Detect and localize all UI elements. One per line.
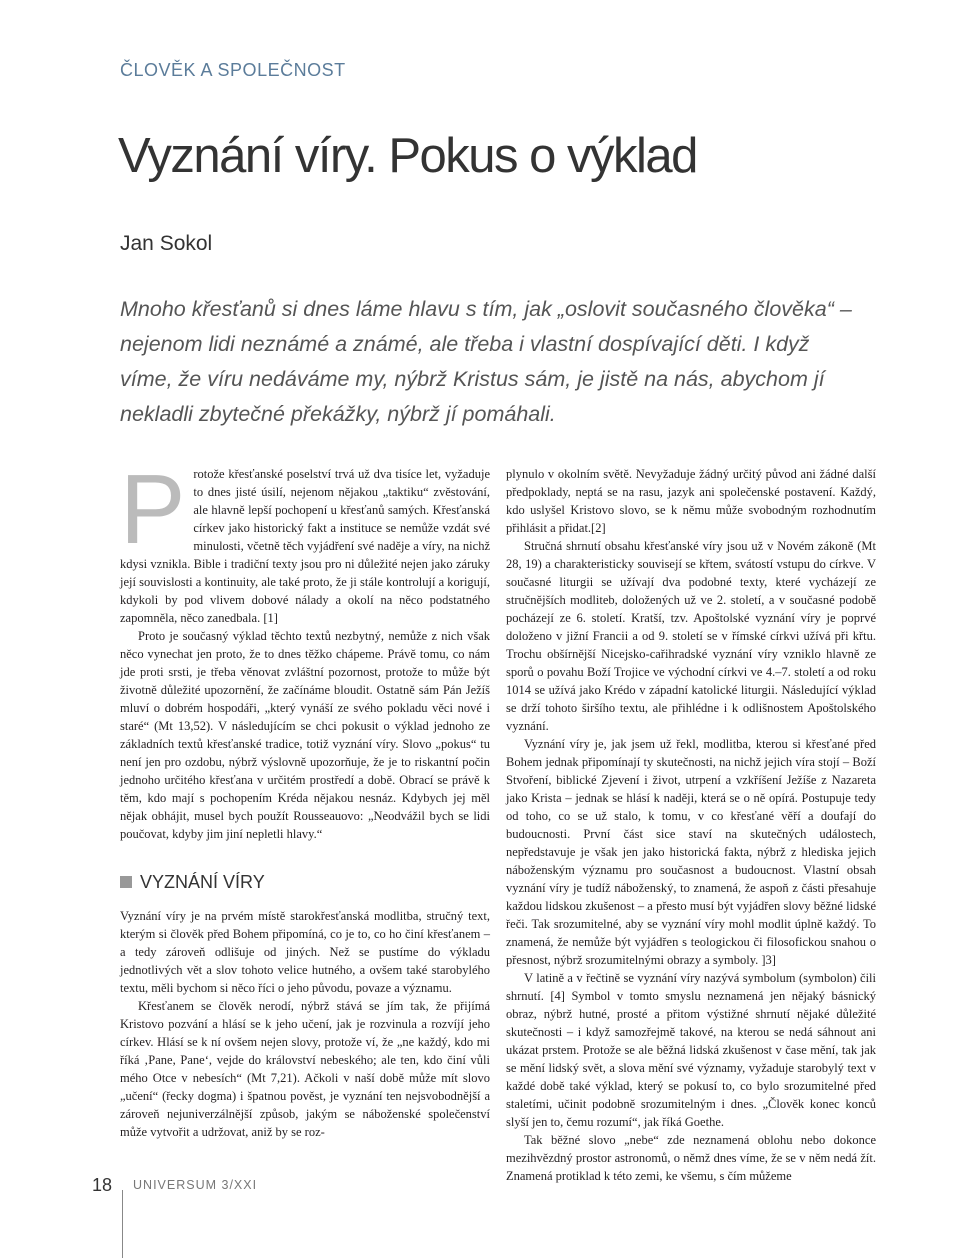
left-column: [120, 454, 490, 1141]
article-author: Jan Sokol: [120, 232, 213, 255]
paragraph: V latině a v řečtině se vyznání víry nazývá symbolum (symbolon) čili shrnutí. [4] Symbol v tomto smyslu neznamená jen nějaký básnický obraz, nýbrž hutné, prosté a přitom výstižné shrnutí nějaké důležité skutečnosti – i když samozřejmě takové, na kterou se nedá sáhnout ani ukázat prstem. Protože se ale běžná lidská zkušenost v čase mění, tak jak se mění lidský svět, a slova mění své významy, vyžaduje starobylý text v každé době také výklad, který se pokusí to, co bylo srozumitelné před staletími, učinit podobně srozumitelným i dnes. „Člověk konec konců slyší jen to, čemu rozumí“, jak říká Goethe.: [506, 971, 876, 1129]
paragraph: Proto je současný výklad těchto textů nezbytný, nemůže z nich však něco vynechat jen proto, že to dnes těžko chápeme. Právě tomu, co nám jde proti srsti, je třeba věnovat zvláštní pozornost, protože to může být životně důležité upozornění, že začínáme bloudit. Ostatně sám Pán Ježíš mluví o dobrém hospodáři, „který vynáší ze svého pokladu věci nové i staré“ (Mt 13,52). V následujícím se chci pokusit o výklad jednoho ze základních textů křesťanské tradice, totiž vyznání víry. Slovo „pokus“ tu není jen pro ozdobu, nýbrž výslovně upozorňuje, že je to riskantní počin jednoho určitého křesťana v určitém prostředí a době. Obrací se právě k těm, kdo mají s pochopením Kréda nějakou nesnáz. Kdybych jej měl nějak obhájit, musel bych použít Rousseauovo: „Neodvážil bych se lidi poučovat, kdyby jim jiní nepletli hlavy.“: [120, 629, 490, 841]
paragraph: Stručná shrnutí obsahu křesťanské víry jsou už v Novém zákoně (Mt 28, 19) a charakteristicky souvisejí se křtem, svátostí vstupu do církve. V současné liturgii se užívají dva podobné texty, které vycházejí ze stručnějších modliteb, doložených už ve 2. století, a v současné podobě pocházejí ze 6. století. Kratší, tzv. Apoštolské vyznání víry je poprvé doloženo v jižní Francii a od 9. století se v římské církvi užívá při křtu. Trochu obšírnější Nicejsko-cařihradské vyznání víry vzniklo hlavně ze sporů o povahu Boží Trojice ve východní církvi ve 4.–7. století a od roku 1014 se užívá jako Krédo v západní katolické liturgii. Následující výklad se drží tohoto širšího textu, ale přihlédne i k odlišnostem Apoštolského vyznání.: [506, 539, 876, 733]
paragraph: Křesťanem se člověk nerodí, nýbrž stává se jím tak, že přijímá Kristovo pozvání a hlásí se k jeho učení, jak je rozvinula a rozvíjí jeho církev. Hlásí se k ní ovšem nejen slovy, protože ví, že „ne každý, kdo mi říká ‚Pane, Pane‘, vejde do království nebeského; ale ten, kdo činí vůli mého Otce v nebesích“ (Mt 7,21). Ačkoli v naší době může mít slovo „učení“ (řecky dogma) i špatnou pověst, je vyznání ten nejsvobodnější a zároveň nejuniverzálnější způsob, jakým se náboženské společenství může vytvořit a udržovat, aniž by se roz-: [120, 999, 490, 1139]
section-label: ČLOVĚK A SPOLEČNOST: [120, 60, 346, 80]
article-lead: Mnoho křesťanů si dnes láme hlavu s tím, jak „oslovit současného člověka“ – nejenom lidi neznámé a známé, ale třeba i vlastní dospívající děti. I když víme, že víru nedáváme my, nýbrž Kristus sám, je jistě na nás, abychom jí nekladli zbytečné překážky, nýbrž jí pomáhali.: [120, 297, 852, 426]
journal-name: UNIVERSUM 3/XXI: [133, 1178, 258, 1192]
right-column: [506, 465, 876, 1185]
paragraph: plynulo v okolním světě. Nevyžaduje žádný určitý původ ani žádné další předpoklady, neptá se na rasu, jazyk ani společenské postavení. Každý, kdo uslyšel Kristovo slovo, se k němu může svobodným rozhodnutím přihlásit a přidat.[2]: [506, 467, 876, 535]
section-heading: [120, 873, 490, 891]
footer-divider: [122, 1190, 123, 1258]
paragraph: Tak běžné slovo „nebe“ zde neznamená oblohu nebo dokonce mezihvězdný prostor astronomů, o němž dnes víme, že se v něm nedá žít. Znamená protiklad k této zemi, ke všemu, s čím můžeme: [506, 1133, 876, 1183]
paragraph: Vyznání víry je na prvém místě starokřesťanská modlitba, stručný text, kterým si člověk před Bohem připomíná, co je to, co ho činí křesťanem – a tedy zároveň odlišuje od jiných. Než se pustíme do výkladu jednotlivých vět a slov tohoto velice hutného, a ovšem také starobylého textu, měli bychom si něco říci o jeho původu, povaze a významu.: [120, 909, 490, 995]
article-title: Vyznání víry. Pokus o výklad: [118, 129, 697, 183]
paragraph: Vyznání víry je, jak jsem už řekl, modlitba, kterou si křesťané před Bohem jednak připomínají ty skutečnosti, na nichž jejich víra stojí – Boží Stvoření, biblické Zjevení i život, utrpení a vzkříšení Ježíše z Nazareta jako Krista – jednak se hlásí k naději, která se o ně opírá. Postupuje tedy od toho, co se už stalo, k tomu, v co křesťané věří a doufají do budoucnosti. První část sice staví na skutečných událostech, nepředstavuje je však jen jako historická fakta, nýbrž z hlediska jejich náboženským významu pro současnost a budoucnost. Vlastní obsah vyznání víry je tudíž náboženský, to znamená, že aspoň z části přesahuje každou lidskou zkušenost – a přesto musí být vyjádřen slovy běžné lidské řeči. Tak srozumitelné, aby se vyznání víry mohl modlit úplně každý. To znamená, že nemůže být vyjádřen s teologickou či filosofickou snahou o přesnost, nýbrž srozumitelnými obrazy a symboly. ]3]: [506, 737, 876, 967]
drop-cap: P: [120, 454, 186, 564]
page-number: 18: [92, 1174, 113, 1195]
square-bullet-icon: [120, 876, 132, 888]
section-heading-text: VYZNÁNÍ VÍRY: [140, 872, 265, 892]
paragraph: [120, 454, 490, 627]
page-footer: [92, 1170, 257, 1200]
paragraph-text: rotože křesťanské poselství trvá už dva tisíce let, vyžaduje to dnes jisté úsilí, nejenom nějakou „taktiku“ zvěstování, ale hlavně lepší pochopení u křesťanů samých. Křesťanská církev jako historický fakt a instituce se nemůže vzdát své minulosti, včetně těch vyjádření své naděje a víry, na nichž kdysi vznikla. Bible i tradiční texty jsou pro ni důležité nejen jako záruky její souvislosti a kontinuity, ale také proto, že ji stále kontrolují a korigují, kdykoli by pod vlivem dobové nálady a okolí na něco podstatného zapomněla, něco zanedbala. [1]: [120, 467, 490, 625]
